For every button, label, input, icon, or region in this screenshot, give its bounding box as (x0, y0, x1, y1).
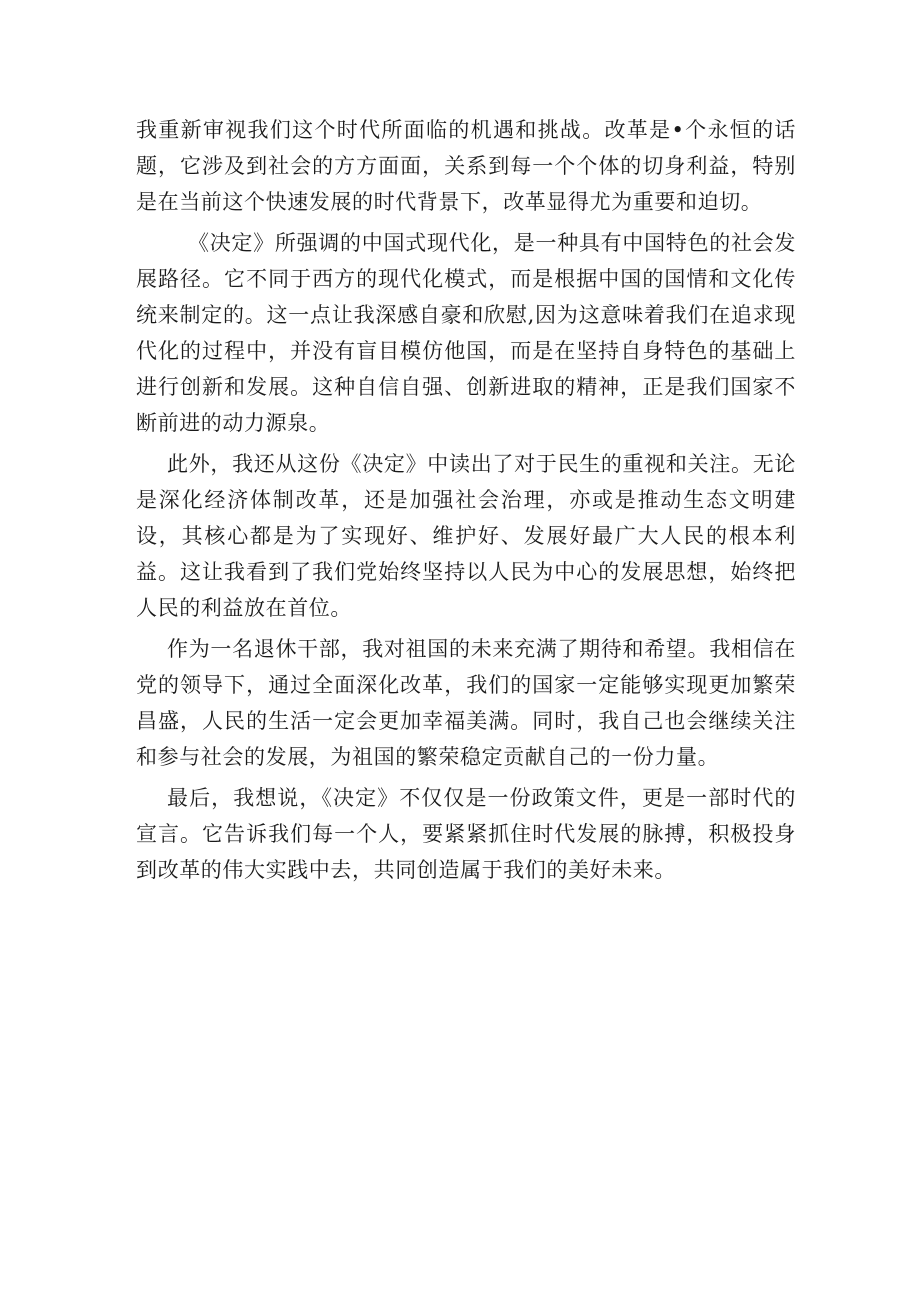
paragraph-3: 此外，我还从这份《决定》中读出了对于民生的重视和关注。无论是深化经济体制改革，还是加强社会治理，亦或是推动生态文明建设，其核心都是为了实现好、维护好、发展好最广大人民的根本利益。这让我看到了我们党始终坚持以人民为中心的发展思想，始终把人民的利益放在首位。 (136, 452, 796, 620)
paragraph-4: 作为一名退休干部，我对祖国的未来充满了期待和希望。我相信在党的领导下，通过全面深化改革，我们的国家一定能够实现更加繁荣昌盛，人民的生活一定会更加幸福美满。同时，我自己也会继续关注和参与社会的发展，为祖国的繁荣稳定贡献自己的一份力量。 (136, 637, 796, 769)
paragraph-1: 我重新审视我们这个时代所面临的机遇和挑战。改革是•个永恒的话题，它涉及到社会的方方面面，关系到每一个个体的切身利益，特别是在当前这个快速发展的时代背景下，改革显得尤为重要和迫切。 (136, 118, 796, 214)
paragraph-2: 《决定》所强调的中国式现代化，是一种具有中国特色的社会发展路径。它不同于西方的现代化模式，而是根据中国的国情和文化传统来制定的。这一点让我深感自豪和欣慰,因为这意味着我们在追求现代化的过程中，并没有盲目模仿他国，而是在坚持自身特色的基础上进行创新和发展。这种自信自强、创新进取的精神，正是我们国家不断前进的动力源泉。 (136, 231, 796, 435)
document-body (136, 112, 796, 893)
paragraph-5: 最后，我想说，《决定》不仅仅是一份政策文件，更是一部时代的宣言。它告诉我们每一个人，要紧紧抓住时代发展的脉搏，积极投身到改革的伟大实践中去，共同创造属于我们的美好未来。 (136, 786, 796, 882)
